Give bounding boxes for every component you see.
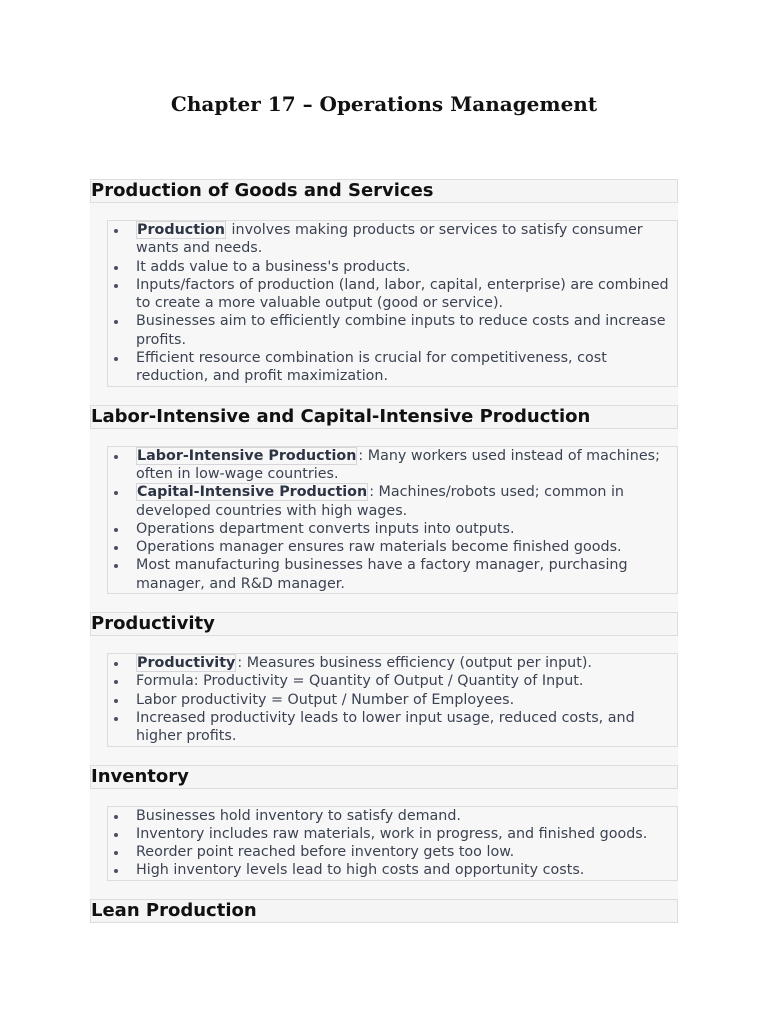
section-heading: Production of Goods and Services [90,179,678,203]
section-inventory [90,765,678,899]
list-item [136,843,677,861]
item-text: Businesses hold inventory to satisfy demand. [136,807,461,824]
list-item [136,807,677,825]
section-heading: Lean Production [90,899,678,923]
item-text: : Many workers used instead of machines; often in low-wage countries. [136,447,660,482]
section-heading: Productivity [90,612,678,636]
item-text: Operations department converts inputs into outputs. [136,520,515,537]
item-text: Businesses aim to efficiently combine inputs to reduce costs and increase profits. [136,313,666,348]
list-item [136,861,677,879]
list-item [136,312,677,349]
section-production-of-goods [90,179,678,405]
item-text: Most manufacturing businesses have a factory manager, purchasing manager, and R&D manager. [136,557,628,592]
item-text: Increased productivity leads to lower input usage, reduced costs, and higher profits. [136,709,635,745]
list-item [136,825,677,843]
item-text: : Measures business efficiency (output per input). [237,655,592,672]
section-heading: Labor-Intensive and Capital-Intensive Production [90,405,678,429]
document-body [90,179,678,923]
list-item [136,520,677,538]
bullet-list [107,653,678,746]
list-item [136,709,677,746]
item-text: Formula: Productivity = Quantity of Output / Quantity of Input. [136,673,584,690]
section-labor-capital-intensive [90,405,678,612]
item-text: Efficient resource combination is crucial for competitiveness, cost reduction, and profit maximization. [136,350,607,385]
item-text: involves making products or services to satisfy consumer wants and needs. [136,222,643,257]
section-lean-production [90,899,678,923]
page-title: Chapter 17 – Operations Management [170,92,598,116]
section-productivity [90,612,678,764]
list-item [136,349,677,386]
list-item [136,691,677,709]
list-item [136,672,677,690]
bullet-list [107,806,678,881]
item-text: Operations manager ensures raw materials become finished goods. [136,539,622,556]
key-term: Production [137,222,225,238]
item-text: Inventory includes raw materials, work in progress, and finished goods. [136,825,648,842]
list-item [136,538,677,556]
list-item [136,258,677,276]
item-text: It adds value to a business's products. [136,258,411,275]
list-item [136,447,677,484]
item-text: Inputs/factors of production (land, labor, capital, enterprise) are combined to create a more valuable output (good or service). [136,276,669,312]
key-term: Capital-Intensive Production [137,484,368,501]
item-text: High inventory levels lead to high costs and opportunity costs. [136,862,585,879]
list-item [136,556,677,593]
bullet-list [107,220,678,387]
item-text: Reorder point reached before inventory gets too low. [136,844,515,861]
key-term: Labor-Intensive Production [137,447,357,464]
item-text: Labor productivity = Output / Number of Employees. [136,691,515,708]
section-heading: Inventory [90,765,678,789]
list-item [136,483,677,520]
item-text: : Machines/robots used; common in developed countries with high wages. [136,484,624,519]
list-item [136,654,677,672]
key-term: Productivity [137,655,236,672]
bullet-list [107,446,678,594]
list-item [136,221,677,258]
list-item [136,276,677,313]
